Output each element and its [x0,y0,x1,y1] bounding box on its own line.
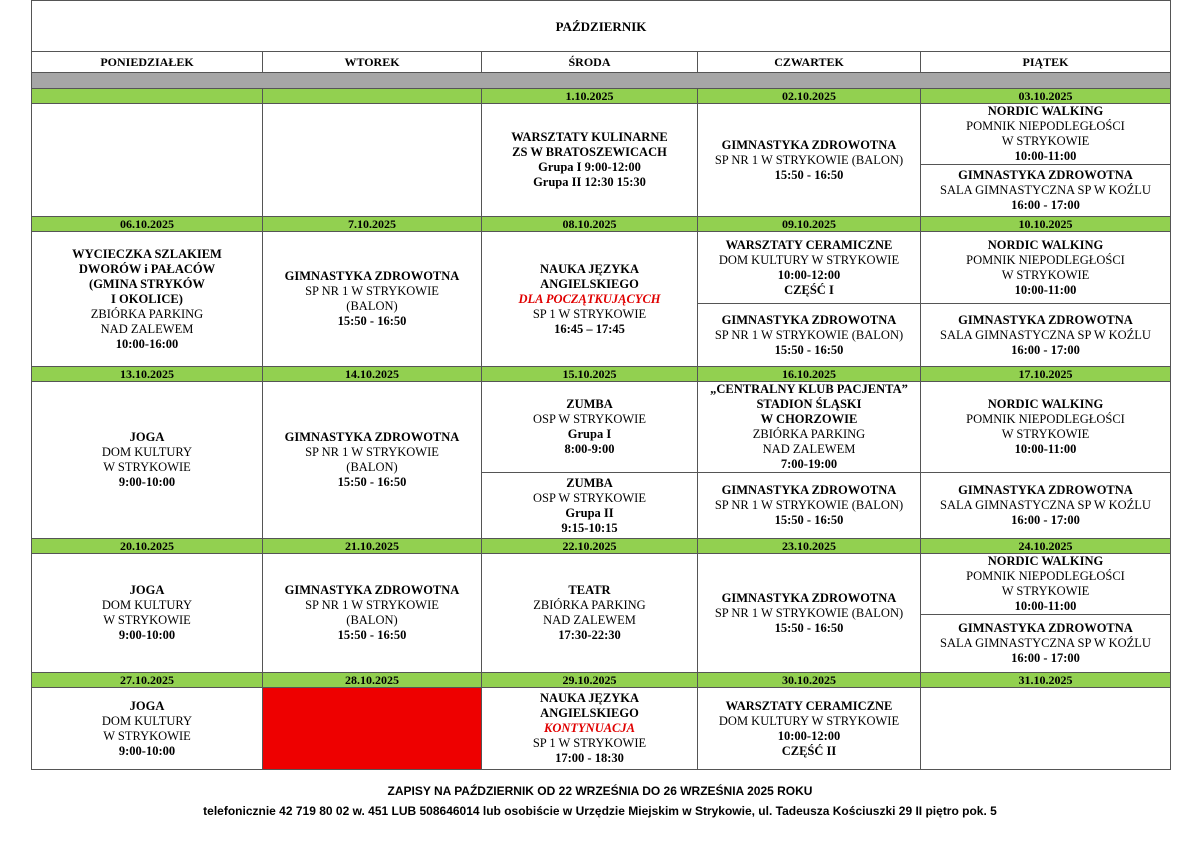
month-title: PAŹDZIERNIK [32,1,1171,52]
event-detail: 9:00-10:00 [118,743,176,758]
event-detail: W STRYKOWIE [103,613,191,627]
event-detail: 17:30-22:30 [558,628,621,642]
event-detail: SP NR 1 W STRYKOWIE (BALON) [714,498,904,512]
date-cell: 09.10.2025 [698,217,921,232]
event-detail: POMNIK NIEPODLEGŁOŚCI [966,119,1125,133]
event-detail: 9:00-10:00 [118,628,176,642]
activity-cell [698,473,921,539]
activity-cell [263,554,482,673]
date-row [32,539,1171,554]
event-detail: SALA GIMNASTYCZNA SP W KOŹLU [940,327,1151,342]
event-detail: SP NR 1 W STRYKOWIE [305,284,439,298]
event-detail: SP 1 W STRYKOWIE [532,736,647,750]
event-title: GIMNASTYKA ZDROWOTNA [721,312,897,327]
event-detail: SP NR 1 W STRYKOWIE (BALON) [714,605,904,620]
activity-cell [482,104,698,217]
event-detail: OSP W STRYKOWIE [533,412,646,426]
event-detail: W STRYKOWIE [1001,267,1090,282]
event-title: GIMNASTYKA ZDROWOTNA [721,590,897,605]
event-detail: 7:00-19:00 [780,457,838,471]
event-detail: 15:50 - 16:50 [774,167,844,182]
registration-info: ZAPISY NA PAŹDZIERNIK OD 22 WRZEŚNIA DO 26 WRZEŚNIA 2025 ROKU [387,784,813,798]
activity-cell [698,382,921,473]
event-detail: 10:00-12:00 [777,267,841,282]
event-detail: 16:00 - 17:00 [1011,513,1080,527]
event-title: GIMNASTYKA ZDROWOTNA [958,621,1133,635]
day-header-monday: PONIEDZIAŁEK [32,52,263,73]
event-detail: (GMINA STRYKÓW [89,276,205,291]
event-detail: I OKOLICE) [111,291,183,306]
event-title: GIMNASTYKA ZDROWOTNA [721,483,897,497]
event-detail: 16:00 - 17:00 [1011,198,1080,212]
event-detail: SALA GIMNASTYCZNA SP W KOŹLU [940,498,1151,512]
event-title: JOGA [129,583,165,597]
event-detail: 15:50 - 16:50 [337,314,407,328]
event-detail: DWORÓW i PAŁACÓW [78,261,216,276]
activity-cell [482,473,698,539]
activity-row [32,104,1171,165]
date-row [32,673,1171,688]
date-cell: 15.10.2025 [482,367,698,382]
event-detail: 15:50 - 16:50 [337,475,407,489]
event-title: WYCIECZKA SZLAKIEM [72,246,222,261]
activity-cell [698,304,921,367]
empty-cell [32,104,263,217]
event-detail: 10:00-11:00 [1014,599,1077,613]
event-detail: W STRYKOWIE [1001,584,1090,598]
event-title: ZUMBA [566,397,613,411]
event-detail: 10:00-11:00 [1014,442,1077,456]
event-title: GIMNASTYKA ZDROWOTNA [958,483,1133,497]
event-detail: 10:00-16:00 [115,336,179,351]
date-cell: 27.10.2025 [32,673,263,688]
activity-row [32,382,1171,473]
event-detail: W STRYKOWIE [1001,134,1090,148]
date-cell: 17.10.2025 [921,367,1171,382]
date-cell: 29.10.2025 [482,673,698,688]
activity-cell [698,232,921,304]
activity-cell [698,688,921,770]
event-detail: ZBIÓRKA PARKING [752,427,866,441]
event-detail: W CHORZOWIE [760,412,858,426]
activity-cell [698,554,921,673]
event-detail: (BALON) [346,613,398,627]
event-detail: SP NR 1 W STRYKOWIE [305,598,439,612]
event-detail: 8:00-9:00 [564,442,615,456]
event-detail: POMNIK NIEPODLEGŁOŚCI [966,569,1125,583]
date-row [32,217,1171,232]
event-detail: Grupa I 9:00-12:00 [538,160,641,174]
activity-row [32,688,1171,770]
event-detail: SP NR 1 W STRYKOWIE (BALON) [714,327,904,342]
empty-cell [921,688,1171,770]
event-detail: 16:00 - 17:00 [1011,651,1080,665]
event-detail: SP NR 1 W STRYKOWIE [305,445,439,459]
event-title: „CENTRALNY KLUB PACJENTA” [710,382,908,396]
event-detail: 10:00-12:00 [777,728,841,743]
event-detail: DOM KULTURY [101,445,193,459]
event-detail: 15:50 - 16:50 [774,620,844,635]
activity-cell [921,104,1171,165]
event-detail: ZS W BRATOSZEWICACH [512,145,667,159]
event-detail: Grupa I [567,427,612,441]
event-title: NORDIC WALKING [987,397,1104,411]
event-title: WARSZTATY KULINARNE [511,130,668,144]
schedule-table [31,0,1171,770]
event-detail: NAD ZALEWEM [762,442,856,456]
date-cell: 7.10.2025 [263,217,482,232]
event-title: JOGA [129,698,165,713]
event-detail: DOM KULTURY W STRYKOWIE [718,252,900,267]
activity-cell [32,382,263,539]
event-detail: 16:00 - 17:00 [1011,342,1080,357]
event-note: KONTYNUACJA [544,721,635,735]
event-detail: CZĘŚĆ II [781,743,837,758]
date-cell: 24.10.2025 [921,539,1171,554]
activity-cell [263,382,482,539]
event-note: DLA POCZĄTKUJĄCYCH [518,291,661,306]
event-detail: SALA GIMNASTYCZNA SP W KOŹLU [940,183,1151,197]
event-title: NORDIC WALKING [987,237,1104,252]
event-detail: 15:50 - 16:50 [774,513,844,527]
event-detail: DOM KULTURY [101,713,193,728]
event-title: JOGA [129,430,165,444]
event-detail: Grupa II 12:30 15:30 [533,175,646,189]
blocked-day-cell [263,688,482,770]
event-detail: (BALON) [346,299,398,313]
event-detail: 9:00-10:00 [118,475,176,489]
event-title: NORDIC WALKING [987,554,1104,568]
event-detail: ANGIELSKIEGO [540,276,639,291]
date-cell: 30.10.2025 [698,673,921,688]
date-cell [263,89,482,104]
event-title: GIMNASTYKA ZDROWOTNA [958,168,1133,182]
date-cell: 03.10.2025 [921,89,1171,104]
event-detail: SP 1 W STRYKOWIE [532,306,647,321]
day-header-wednesday: ŚRODA [482,52,698,73]
date-row [32,367,1171,382]
date-cell: 14.10.2025 [263,367,482,382]
contact-info: telefonicznie 42 719 80 02 w. 451 LUB 508646014 lub osobiście w Urzędzie Miejskim w Strykowie, ul. Tadeusza Kościuszki 29 II piętro pok. 5 [203,804,997,818]
event-title: GIMNASTYKA ZDROWOTNA [721,137,897,152]
event-detail: 15:50 - 16:50 [337,628,407,642]
event-title: TEATR [568,583,611,597]
event-detail: W STRYKOWIE [103,728,191,743]
event-detail: NAD ZALEWEM [100,321,194,336]
event-detail: CZĘŚĆ I [784,282,834,297]
event-detail: DOM KULTURY W STRYKOWIE [718,713,900,728]
event-detail: Grupa II [565,505,614,520]
event-detail: W STRYKOWIE [103,460,191,474]
event-detail: NAD ZALEWEM [543,613,636,627]
date-cell: 28.10.2025 [263,673,482,688]
event-title: GIMNASTYKA ZDROWOTNA [284,583,460,597]
activity-cell [698,104,921,217]
event-detail: POMNIK NIEPODLEGŁOŚCI [966,412,1125,426]
event-title: NORDIC WALKING [987,104,1104,118]
activity-cell [921,232,1171,304]
event-detail: OSP W STRYKOWIE [533,490,646,505]
date-cell [32,89,263,104]
activity-row [32,554,1171,615]
day-header-thursday: CZWARTEK [698,52,921,73]
activity-cell [921,554,1171,615]
event-title: GIMNASTYKA ZDROWOTNA [284,430,460,444]
event-detail: ANGIELSKIEGO [540,706,639,720]
event-title: NAUKA JĘZYKA [540,261,639,276]
activity-row [32,232,1171,304]
event-detail: ZBIÓRKA PARKING [533,598,646,612]
event-detail: 10:00-11:00 [1014,282,1077,297]
event-title: WARSZTATY CERAMICZNE [725,237,893,252]
event-detail: 16:45 – 17:45 [554,321,625,336]
event-detail: 15:50 - 16:50 [774,342,844,357]
activity-cell [921,382,1171,473]
date-cell: 16.10.2025 [698,367,921,382]
event-detail: (BALON) [346,460,398,474]
activity-cell [32,232,263,367]
event-detail: SALA GIMNASTYCZNA SP W KOŹLU [940,636,1151,650]
activity-cell [482,232,698,367]
day-header-friday: PIĄTEK [921,52,1171,73]
date-cell: 22.10.2025 [482,539,698,554]
event-detail: ZBIÓRKA PARKING [90,306,204,321]
separator-bar [32,73,1171,89]
event-detail: 9:15-10:15 [561,520,618,535]
day-header-tuesday: WTOREK [263,52,482,73]
event-detail: DOM KULTURY [101,598,193,612]
event-detail: SP NR 1 W STRYKOWIE (BALON) [714,152,904,167]
activity-cell [32,554,263,673]
date-cell: 20.10.2025 [32,539,263,554]
event-title: WARSZTATY CERAMICZNE [725,698,893,713]
date-cell: 1.10.2025 [482,89,698,104]
date-cell: 23.10.2025 [698,539,921,554]
event-title: NAUKA JĘZYKA [540,691,639,705]
event-detail: W STRYKOWIE [1001,427,1090,441]
event-title: GIMNASTYKA ZDROWOTNA [284,269,460,283]
date-cell: 06.10.2025 [32,217,263,232]
activity-cell [482,688,698,770]
empty-cell [263,104,482,217]
date-cell: 02.10.2025 [698,89,921,104]
activity-cell [263,232,482,367]
date-cell: 31.10.2025 [921,673,1171,688]
event-title: ZUMBA [566,475,613,490]
date-cell: 21.10.2025 [263,539,482,554]
date-cell: 08.10.2025 [482,217,698,232]
activity-cell [921,615,1171,673]
date-cell: 10.10.2025 [921,217,1171,232]
event-detail: STADION ŚLĄSKI [756,397,862,411]
date-cell: 13.10.2025 [32,367,263,382]
activity-cell [921,304,1171,367]
event-detail: 17:00 - 18:30 [555,751,624,765]
event-detail: 10:00-11:00 [1014,149,1077,163]
activity-cell [32,688,263,770]
event-title: GIMNASTYKA ZDROWOTNA [958,312,1133,327]
activity-cell [482,554,698,673]
activity-cell [482,382,698,473]
activity-cell [921,165,1171,217]
date-row [32,89,1171,104]
activity-cell [921,473,1171,539]
event-detail: POMNIK NIEPODLEGŁOŚCI [966,252,1125,267]
